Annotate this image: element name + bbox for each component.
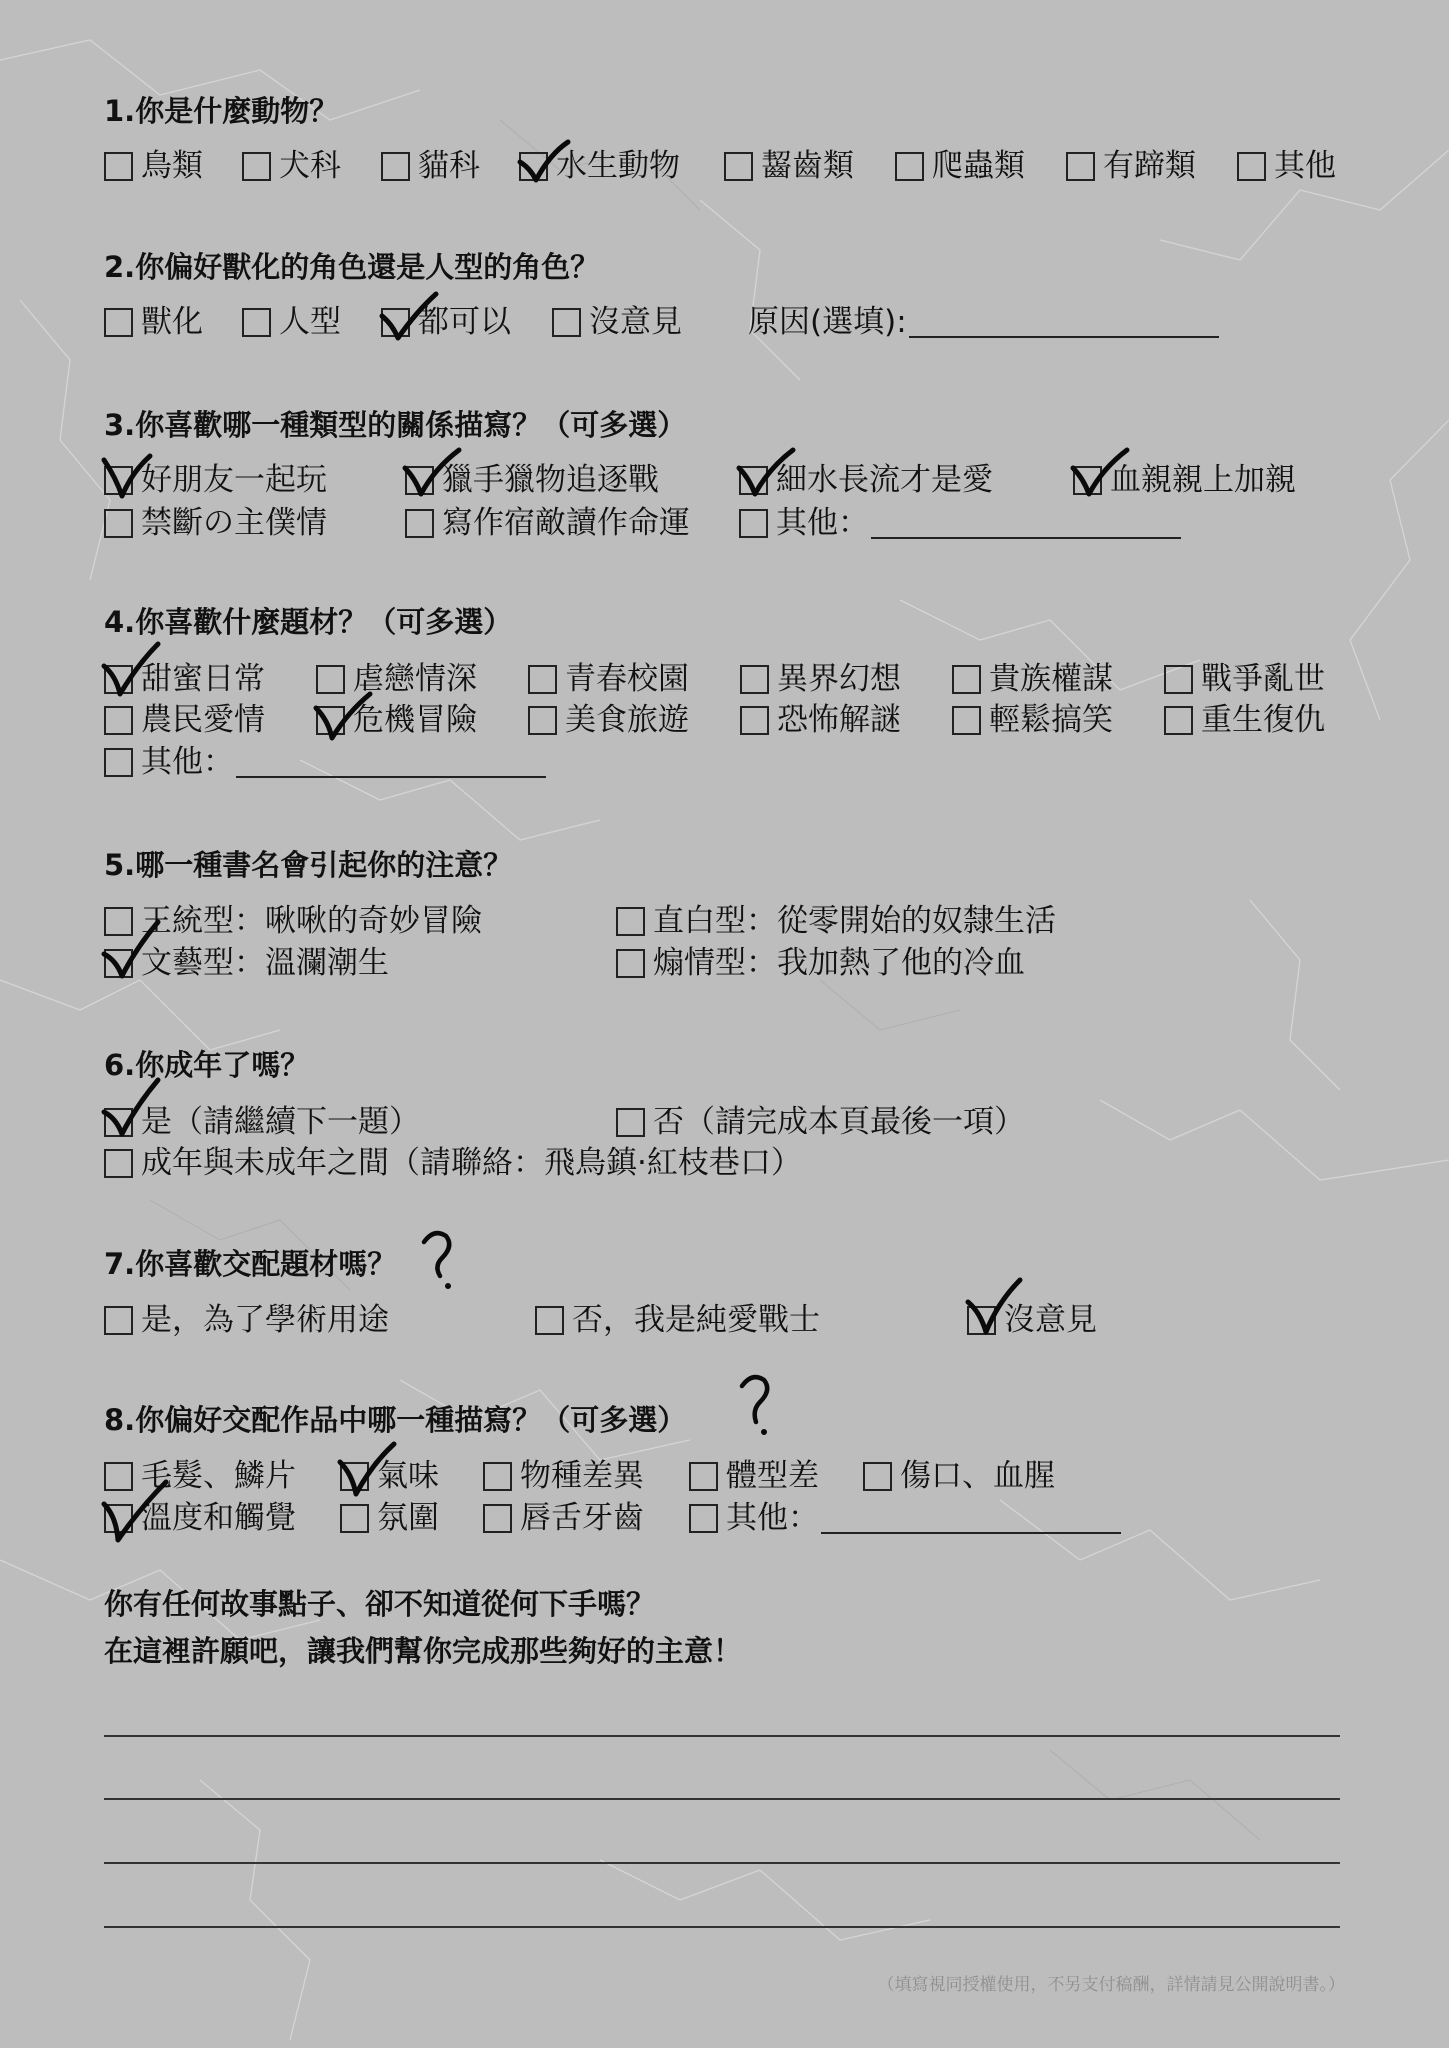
- q2-reason: 原因(選填):: [748, 304, 1219, 340]
- checkbox[interactable]: [616, 949, 645, 978]
- checkbox[interactable]: [104, 748, 133, 777]
- q4-option[interactable]: 恐怖解謎: [740, 702, 901, 738]
- checkbox[interactable]: [689, 1504, 718, 1533]
- checkbox[interactable]: [967, 1306, 996, 1335]
- checkbox[interactable]: [381, 308, 410, 337]
- checkbox[interactable]: [381, 152, 410, 181]
- q4-option[interactable]: 戰爭亂世: [1164, 661, 1325, 697]
- checkbox[interactable]: [552, 308, 581, 337]
- checkbox[interactable]: [242, 308, 271, 337]
- checkbox[interactable]: [528, 665, 557, 694]
- handwritten-question-mark: [418, 1228, 458, 1292]
- checkbox[interactable]: [405, 509, 434, 538]
- checkbox[interactable]: [104, 509, 133, 538]
- checkbox[interactable]: [740, 706, 769, 735]
- q1-title: 1.你是什麼動物？: [104, 94, 339, 128]
- q4-option[interactable]: 青春校園: [528, 661, 689, 697]
- wish-answer-line[interactable]: [104, 1926, 1340, 1928]
- wish-answer-line[interactable]: [104, 1735, 1340, 1737]
- q4-option[interactable]: 危機冒險: [316, 702, 477, 738]
- checkbox[interactable]: [104, 1504, 133, 1533]
- checkbox[interactable]: [952, 706, 981, 735]
- checkbox[interactable]: [104, 152, 133, 181]
- checkbox[interactable]: [1073, 466, 1102, 495]
- q4-option[interactable]: 重生復仇: [1164, 702, 1325, 738]
- q4-option[interactable]: 農民愛情: [104, 702, 265, 738]
- q1-option[interactable]: 貓科: [381, 148, 480, 184]
- q8-option[interactable]: 毛髮、鱗片: [104, 1458, 296, 1494]
- q3-option[interactable]: 細水長流才是愛: [739, 462, 993, 498]
- checkbox[interactable]: [528, 706, 557, 735]
- q4-option[interactable]: 甜蜜日常: [104, 661, 265, 697]
- q5-option[interactable]: 王統型：啾啾的奇妙冒險: [104, 903, 482, 939]
- checkbox[interactable]: [863, 1462, 892, 1491]
- reason-input-line[interactable]: [909, 306, 1219, 338]
- checkbox[interactable]: [104, 1149, 133, 1178]
- checkbox[interactable]: [104, 949, 133, 978]
- q5-option[interactable]: 煽情型：我加熱了他的冷血: [616, 945, 1025, 981]
- wish-answer-line[interactable]: [104, 1798, 1340, 1800]
- q1-option[interactable]: 鳥類: [104, 148, 203, 184]
- q7-title: 7.你喜歡交配題材嗎？: [104, 1247, 397, 1281]
- q6-option[interactable]: 否（請完成本頁最後一項）: [616, 1104, 1025, 1140]
- checkbox[interactable]: [104, 665, 133, 694]
- checkbox[interactable]: [535, 1306, 564, 1335]
- q4-option[interactable]: 其他：: [104, 744, 546, 780]
- q4-option[interactable]: 虐戀情深: [316, 661, 477, 697]
- q8-option[interactable]: 物種差異: [483, 1458, 644, 1494]
- q7-option[interactable]: 是，為了學術用途: [104, 1302, 389, 1338]
- q3-title: 3.你喜歡哪一種類型的關係描寫？（可多選）: [104, 408, 687, 442]
- wish-answer-line[interactable]: [104, 1862, 1340, 1864]
- checkbox[interactable]: [340, 1504, 369, 1533]
- q3-option[interactable]: 好朋友一起玩: [104, 462, 327, 498]
- q2-option[interactable]: 沒意見: [552, 304, 682, 340]
- checkbox[interactable]: [616, 907, 645, 936]
- q8-option[interactable]: 氣味: [340, 1458, 439, 1494]
- q3-option[interactable]: 禁斷の主僕情: [104, 505, 327, 541]
- q5-option[interactable]: 文藝型：溫瀾潮生: [104, 945, 389, 981]
- q2-option[interactable]: 都可以: [381, 304, 511, 340]
- checkbox[interactable]: [104, 1108, 133, 1137]
- q8-option[interactable]: 體型差: [689, 1458, 819, 1494]
- checkbox[interactable]: [1066, 152, 1095, 181]
- q1-option[interactable]: 有蹄類: [1066, 148, 1196, 184]
- wish-prompt-line2: 在這裡許願吧，讓我們幫你完成那些夠好的主意！: [104, 1634, 743, 1668]
- q2-option[interactable]: 人型: [242, 304, 341, 340]
- q7-option[interactable]: 沒意見: [967, 1302, 1097, 1338]
- q8-option[interactable]: 傷口、血腥: [863, 1458, 1055, 1494]
- checkbox[interactable]: [242, 152, 271, 181]
- checkbox[interactable]: [104, 907, 133, 936]
- checkbox[interactable]: [689, 1462, 718, 1491]
- q5-title: 5.哪一種書名會引起你的注意？: [104, 848, 513, 882]
- q3-option[interactable]: 寫作宿敵讀作命運: [405, 505, 690, 541]
- q2-option[interactable]: 獸化: [104, 304, 203, 340]
- other-input-line[interactable]: [236, 746, 546, 778]
- q6-option[interactable]: 成年與未成年之間（請聯絡：飛鳥鎮·紅枝巷口）: [104, 1145, 802, 1181]
- checkbox[interactable]: [724, 152, 753, 181]
- checkbox[interactable]: [104, 308, 133, 337]
- q6-title: 6.你成年了嗎？: [104, 1048, 310, 1082]
- checkbox[interactable]: [1164, 665, 1193, 694]
- checkbox[interactable]: [519, 152, 548, 181]
- checkbox[interactable]: [895, 152, 924, 181]
- q3-option[interactable]: 獵手獵物追逐戰: [405, 462, 659, 498]
- checkbox[interactable]: [104, 706, 133, 735]
- checkbox[interactable]: [340, 1462, 369, 1491]
- q1-option[interactable]: 爬蟲類: [895, 148, 1025, 184]
- q1-option[interactable]: 犬科: [242, 148, 341, 184]
- q8-option[interactable]: 唇舌牙齒: [483, 1500, 644, 1536]
- q3-option[interactable]: 其他：: [739, 505, 1181, 541]
- footer-note: （填寫視同授權使用，不另支付稿酬，詳情請見公開說明書。）: [877, 1975, 1345, 1995]
- q6-option[interactable]: 是（請繼續下一題）: [104, 1104, 420, 1140]
- handwritten-question-mark: [736, 1372, 776, 1438]
- q7-option[interactable]: 否，我是純愛戰士: [535, 1302, 820, 1338]
- q8-option[interactable]: 其他：: [689, 1500, 1121, 1536]
- q1-option[interactable]: 齧齒類: [724, 148, 854, 184]
- q4-option[interactable]: 美食旅遊: [528, 702, 689, 738]
- wish-prompt-line1: 你有任何故事點子、卻不知道從何下手嗎？: [104, 1587, 656, 1621]
- checkbox[interactable]: [483, 1504, 512, 1533]
- checkbox[interactable]: [1237, 152, 1266, 181]
- q8-option[interactable]: 氛圍: [340, 1500, 439, 1536]
- q1-option[interactable]: 水生動物: [519, 148, 680, 184]
- q4-option[interactable]: 異界幻想: [740, 661, 901, 697]
- checkbox[interactable]: [104, 466, 133, 495]
- checkbox[interactable]: [739, 509, 768, 538]
- checkbox[interactable]: [104, 1306, 133, 1335]
- q8-option[interactable]: 溫度和觸覺: [104, 1500, 296, 1536]
- q5-option[interactable]: 直白型：從零開始的奴隸生活: [616, 903, 1056, 939]
- q2-title: 2.你偏好獸化的角色還是人型的角色？: [104, 250, 600, 284]
- checkbox[interactable]: [740, 665, 769, 694]
- checkbox[interactable]: [1164, 706, 1193, 735]
- q4-option[interactable]: 貴族權謀: [952, 661, 1113, 697]
- checkbox[interactable]: [483, 1462, 512, 1491]
- checkbox[interactable]: [316, 706, 345, 735]
- q4-title: 4.你喜歡什麼題材？（可多選）: [104, 605, 513, 639]
- q1-option[interactable]: 其他: [1237, 148, 1336, 184]
- other-input-line[interactable]: [821, 1502, 1121, 1534]
- checkbox[interactable]: [405, 466, 434, 495]
- checkbox[interactable]: [316, 665, 345, 694]
- other-input-line[interactable]: [871, 507, 1181, 539]
- q3-option[interactable]: 血親親上加親: [1073, 462, 1296, 498]
- checkbox[interactable]: [952, 665, 981, 694]
- checkbox[interactable]: [739, 466, 768, 495]
- checkbox[interactable]: [104, 1462, 133, 1491]
- q8-title: 8.你偏好交配作品中哪一種描寫？（可多選）: [104, 1403, 687, 1437]
- q4-option[interactable]: 輕鬆搞笑: [952, 702, 1113, 738]
- checkbox[interactable]: [616, 1108, 645, 1137]
